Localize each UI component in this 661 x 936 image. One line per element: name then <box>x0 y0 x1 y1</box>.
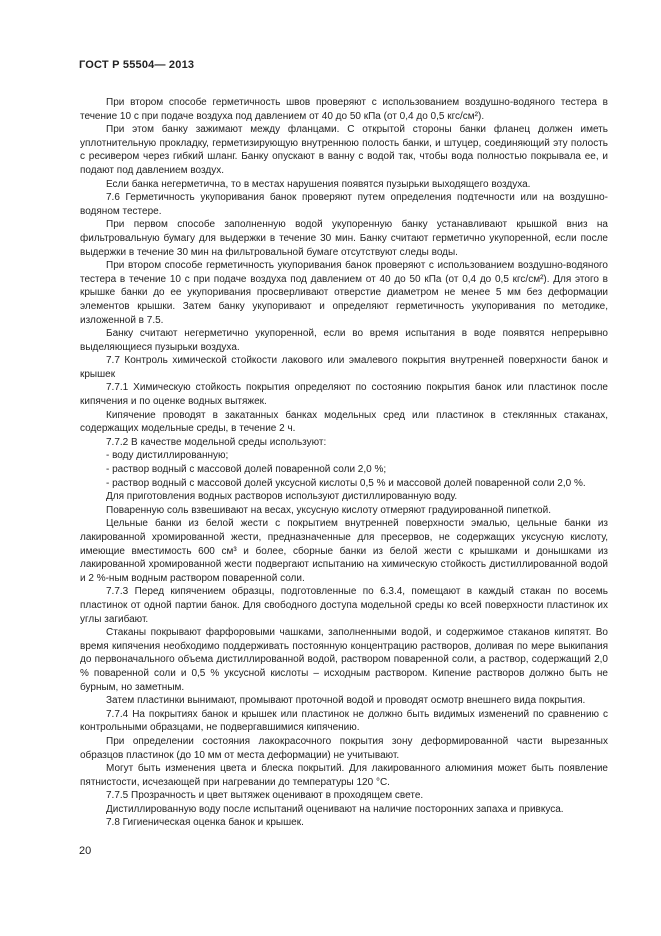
paragraph: Цельные банки из белой жести с покрытием внутренней поверхности эмалью, цельные банки из лакированной хромированной жести, предназначенные для пресервов, не содержащих уксусную кислоту, имеющие вместимость 600 см³ и более, сборные банки из белой жести с крышками и донышками из лакированной хромированной жести подвергают испытанию на химическую стойкость дистиллированной водой и 2 %-ным водным раствором поваренной соли. <box>80 518 608 584</box>
document-body <box>80 96 608 830</box>
paragraph: Кипячение проводят в закатанных банках модельных сред или пластинок в стеклянных стаканах, содержащих модельные среды, в течение 2 ч. <box>80 409 608 435</box>
paragraph: Затем пластинки вынимают, промывают проточной водой и проводят осмотр внешнего вида покрытия. <box>106 695 586 707</box>
section-7-7-4: 7.7.4 На покрытиях банок и крышек или пластинок не должно быть видимых изменений по сравнению с контрольными образцами, не подвергавшимися кипячению. <box>80 708 608 734</box>
paragraph: Банку считают негерметично укупоренной, если во время испытания в воде появятся непрерывно выделяющиеся пузырьки воздуха. <box>80 328 608 353</box>
section-7-7-3: 7.7.3 Перед кипячением образцы, подготовленные по 6.3.4, помещают в каждый стакан по восемь пластинок от одной партии банок. Для свободного доступа модельной среды ко всей поверхности пластинок их углы загибают. <box>80 586 608 625</box>
paragraph: Для приготовления водных растворов используют дистиллированную воду. <box>106 491 458 503</box>
section-7-7-heading: 7.7 Контроль химической стойкости лакового или эмалевого покрытия внутренней поверхности банок и крышек <box>80 355 608 380</box>
section-7-7-5: 7.7.5 Прозрачность и цвет вытяжек оценивают в проходящем свете. <box>106 790 424 802</box>
paragraph: Могут быть изменения цвета и блеска покрытий. Для лакированного алюминия может быть появление пятнистости, исчезающей при нагревании до температуры 120 °С. <box>80 763 608 788</box>
paragraph: При определении состояния лакокрасочного покрытия зону деформированной части вырезанных образцов пластинок (до 10 мм от места деформации) не учитывают. <box>80 735 608 761</box>
list-item: - раствор водный с массовой долей поваренной соли 2,0 %; <box>106 464 387 476</box>
list-item: - раствор водный с массовой долей уксусной кислоты 0,5 % и массовой долей поваренной соли 2,0 %. <box>106 477 586 489</box>
paragraph: Дистиллированную воду после испытаний оценивают на наличие посторонних запаха и привкуса. <box>106 803 564 815</box>
section-7-7-1: 7.7.1 Химическую стойкость покрытия определяют по состоянию покрытия банок или пластинок после кипячения и по оценке водных вытяжек. <box>80 382 608 408</box>
section-7-7-2: 7.7.2 В качестве модельной среды используют: <box>106 436 327 448</box>
section-7-6: 7.6 Герметичность укупоривания банок проверяют путем определения подтечности или на воздушно-водяном тестере. <box>80 192 608 217</box>
list-item: - воду дистиллированную; <box>106 450 229 462</box>
paragraph: Поваренную соль взвешивают на весах, уксусную кислоту отмеряют градуированной пипеткой. <box>106 504 551 516</box>
paragraph: При втором способе герметичность укупоривания банок проверяют с использованием воздушно-водяного тестера в течение 10 с при подаче воздуха под давлением от 40 до 50 кПа (от 0,4 до 0,5 кгс/см²). Для этого в крышке банки до ее укупоривания просверливают отверстие диаметром не менее 5 мм без деформации элементов крышки. Затем банку укупоривают и определяют герметичность укупоривания по методике, изложенной в 7.5. <box>80 260 608 326</box>
paragraph: Стаканы покрывают фарфоровыми чашками, заполненными водой, и содержимое стаканов кипятят. Во время кипячения необходимо поддерживать постоянную концентрацию растворов, доливая по мере выкипания до первоначального объема дистиллированной водой, раствором поваренной соли, а раствор, содержащий 2,0 % поваренной соли и 0,5 % уксусной кислоты – исходным раствором. Кипение растворов должно быть не бурным, но заметным. <box>80 627 608 693</box>
paragraph: Если банка негерметична, то в местах нарушения появятся пузырьки выходящего воздуха. <box>106 178 531 190</box>
paragraph: При первом способе заполненную водой укупоренную банку устанавливают крышкой вниз на фильтровальную бумагу для выдержки в течение 30 мин. Банку считают герметично укупоренной, если после выдержки в течение 30 мин на фильтровальной бумаге отсутствуют следы воды. <box>80 219 608 258</box>
paragraph: При этом банку зажимают между фланцами. С открытой стороны банки фланец должен иметь уплотнительную прокладку, герметизирующую внутреннюю полость банки, и штуцер, соединяющий эту полость с ресивером через гибкий шланг. Банку опускают в ванну с водой так, чтобы вода полностью покрывала ее, и подают под давлением воздух. <box>80 124 608 176</box>
page-number: 20 <box>79 845 92 857</box>
paragraph: При втором способе герметичность швов проверяют с использованием воздушно-водяного тестера в течение 10 с при подаче воздуха под давлением от 40 до 50 кПа (от 0,4 до 0,5 кгс/см²). <box>80 97 608 122</box>
section-7-8: 7.8 Гигиеническая оценка банок и крышек. <box>106 817 304 829</box>
standard-header: ГОСТ Р 55504— 2013 <box>79 59 195 71</box>
